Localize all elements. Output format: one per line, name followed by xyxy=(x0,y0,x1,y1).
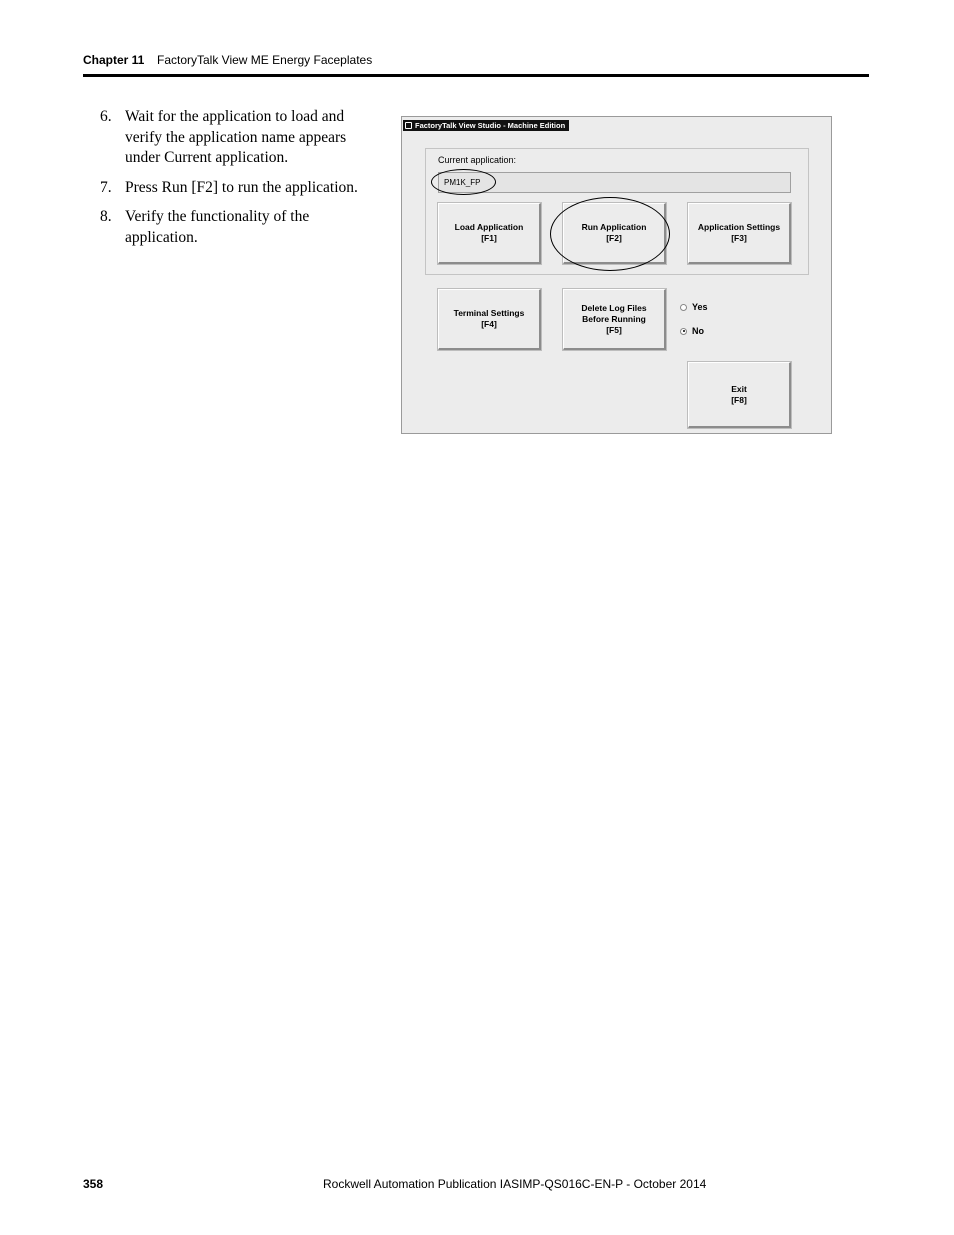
page-number: 358 xyxy=(83,1177,104,1191)
application-settings-button[interactable] xyxy=(688,203,791,264)
window-title: FactoryTalk View Studio - Machine Edition xyxy=(415,121,566,130)
chapter-title: FactoryTalk View ME Energy Faceplates xyxy=(157,53,373,67)
radio-label: Yes xyxy=(692,302,708,312)
machine-edition-window xyxy=(401,116,832,434)
step-number: 7. xyxy=(100,178,112,196)
button-label: Exit xyxy=(731,383,747,394)
window-titlebar xyxy=(403,120,569,131)
step-text: Wait for the application to load and verify the application name appears under Current application. xyxy=(125,108,347,166)
step-text: Verify the functionality of the application. xyxy=(125,208,310,246)
current-application-label: Current application: xyxy=(438,155,517,165)
button-label: Terminal Settings xyxy=(453,308,525,318)
radio-unchecked-icon xyxy=(680,304,687,311)
radio-yes[interactable] xyxy=(680,302,708,312)
highlight-ellipse-app-name xyxy=(431,169,496,195)
exit-button[interactable] xyxy=(688,362,791,428)
header-rule xyxy=(83,74,869,77)
button-key: [F3] xyxy=(731,233,747,243)
delete-log-files-button[interactable] xyxy=(563,289,666,350)
button-key: [F5] xyxy=(606,324,622,335)
highlight-ellipse-run-button xyxy=(550,197,670,271)
step-number: 8. xyxy=(100,208,112,225)
current-application-field: PM1K_FP xyxy=(438,172,791,193)
button-key: [F2] xyxy=(606,233,622,243)
button-key: [F1] xyxy=(481,233,497,243)
button-label-2: Before Running xyxy=(582,313,646,324)
step-6 xyxy=(100,107,380,169)
button-label: Load Application xyxy=(454,222,524,232)
chapter-label: Chapter 11 xyxy=(83,53,145,67)
button-label: Run Application xyxy=(581,222,647,232)
app-icon xyxy=(405,122,412,129)
button-key: [F8] xyxy=(731,394,747,405)
radio-no[interactable] xyxy=(680,326,704,336)
button-label: Application Settings xyxy=(697,222,781,232)
load-application-button[interactable] xyxy=(438,203,541,264)
publication-info: Rockwell Automation Publication IASIMP-QS016C-EN-P - October 2014 xyxy=(323,1177,707,1191)
step-list xyxy=(100,107,380,257)
radio-label: No xyxy=(692,326,704,336)
step-8 xyxy=(100,207,380,248)
step-7 xyxy=(100,178,380,199)
button-label: Delete Log Files xyxy=(581,302,647,313)
step-number: 6. xyxy=(100,108,112,125)
radio-checked-icon xyxy=(680,328,687,335)
button-key: [F4] xyxy=(481,319,497,329)
step-text: Press Run [F2] to run the application. xyxy=(125,178,358,196)
terminal-settings-button[interactable] xyxy=(438,289,541,350)
